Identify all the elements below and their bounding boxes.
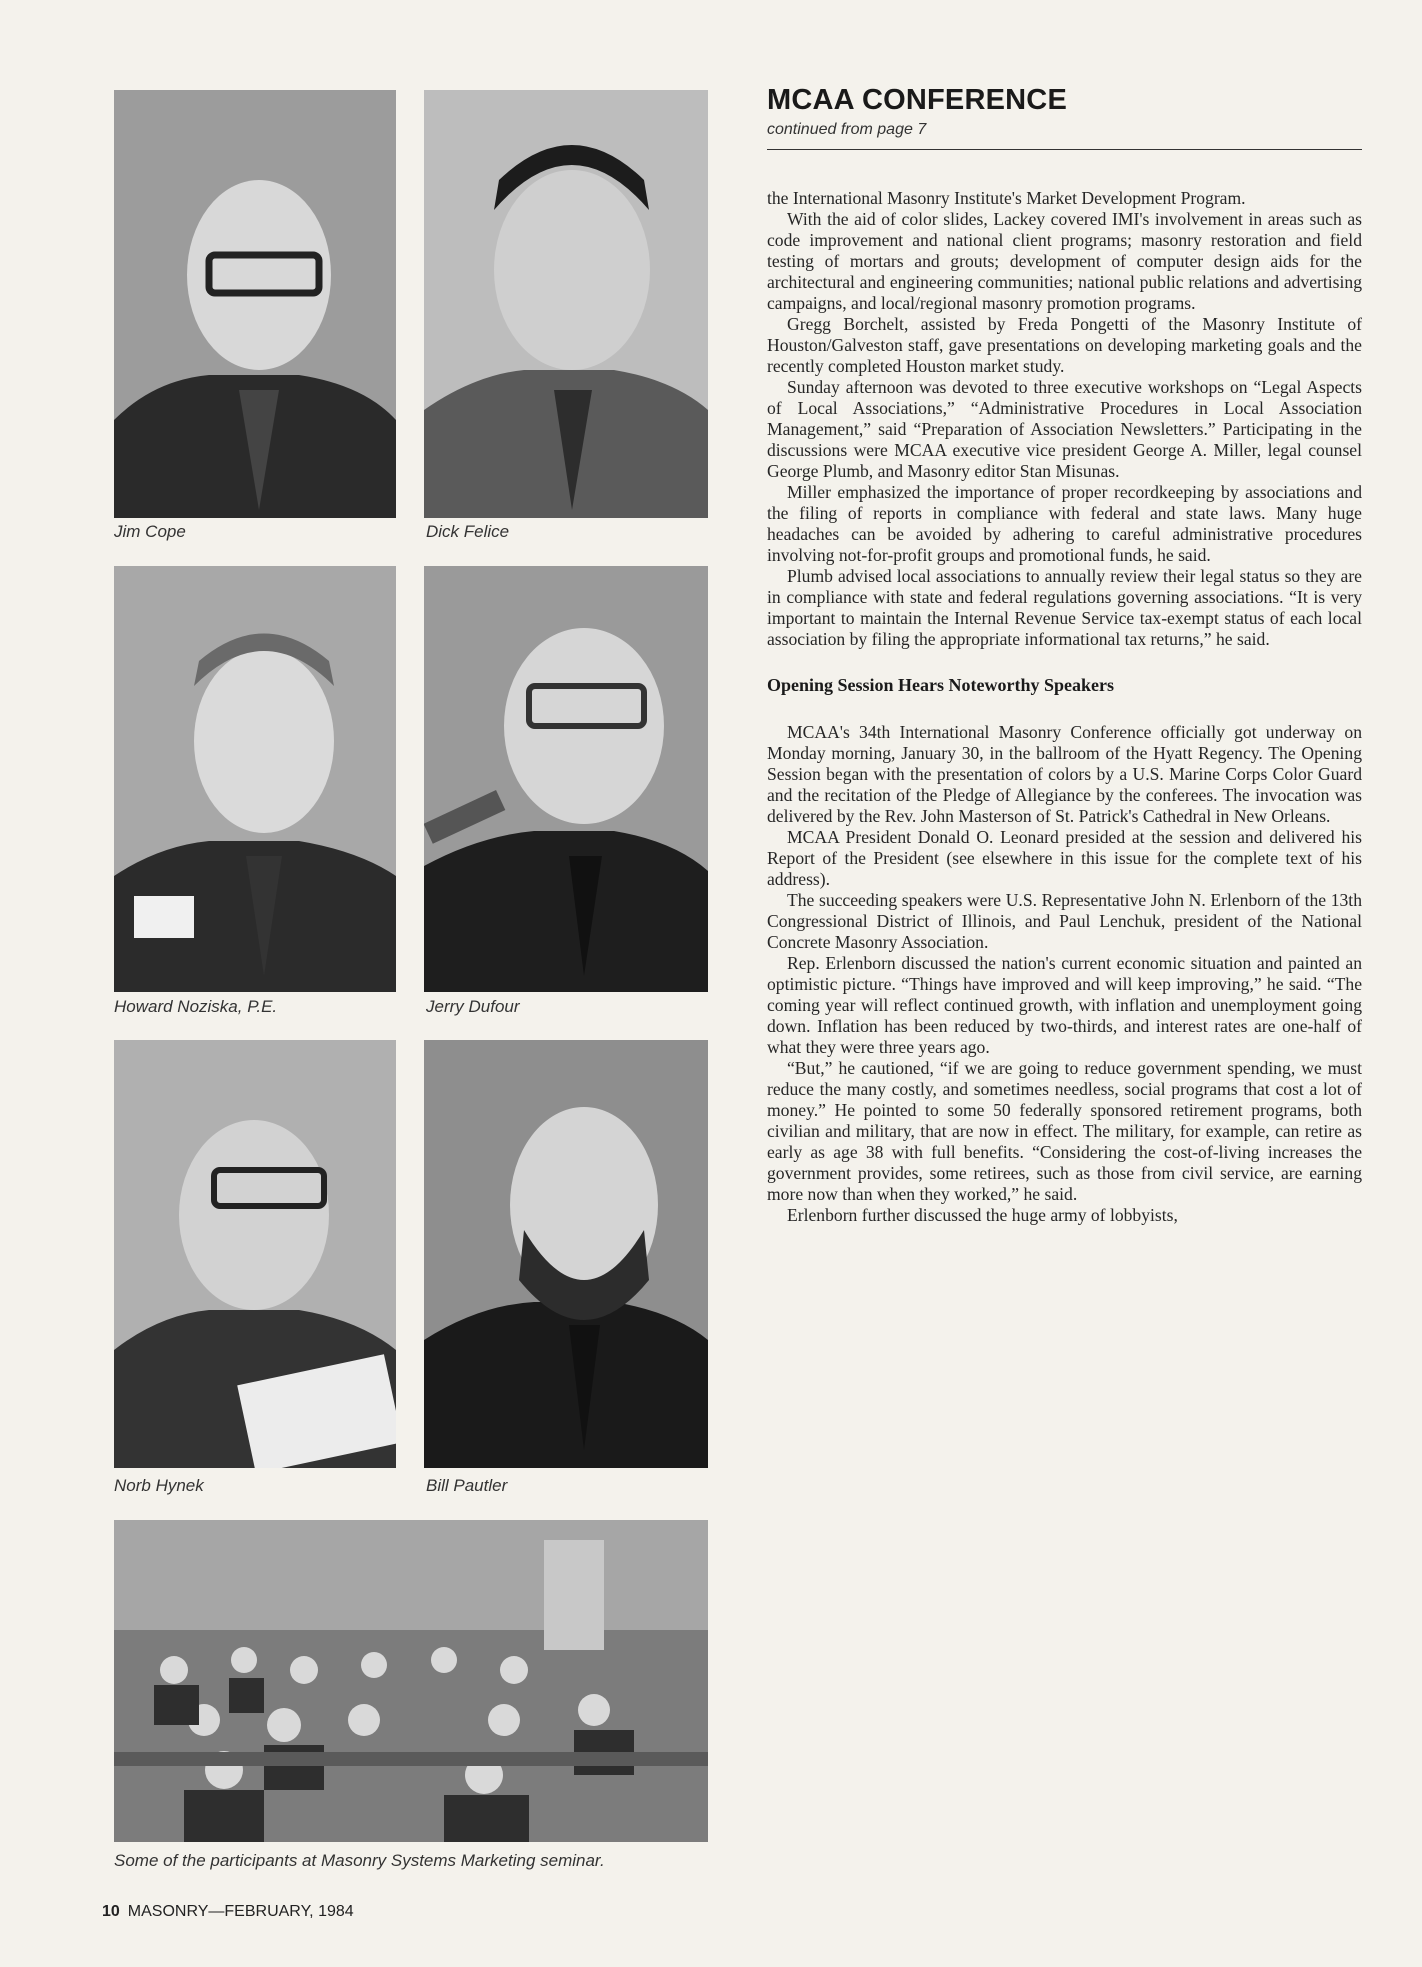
article-body (767, 188, 1362, 1226)
photo-caption: Howard Noziska, P.E. (114, 997, 278, 1016)
paragraph: With the aid of color slides, Lackey covered IMI's involvement in areas such as code improvement and national client programs; masonry restoration and field testing of mortars and grouts; development of computer design aids for the architectural and engineering communities; national public relations and advertising campaigns, and local/regional masonry promotion programs. (767, 209, 1362, 313)
paragraph: Erlenborn further discussed the huge army of lobbyists, (787, 1205, 1178, 1225)
article-header (767, 86, 1362, 150)
paragraph: Sunday afternoon was devoted to three executive workshops on “Legal Aspects of Local Associations,” “Administrative Procedures in Local Association Management,” said “Preparation of Association Newsletters.” Participating in the discussions were MCAA executive vice president George A. Miller, legal counsel George Plumb, and Masonry editor Stan Misunas. (767, 377, 1362, 481)
portrait-silhouette (114, 566, 396, 992)
photo-howard-noziska (114, 566, 396, 992)
paragraph: Rep. Erlenborn discussed the nation's current economic situation and painted an optimistic picture. “Things have improved and will keep improving,” he said. “The coming year will reflect continued growth, with inflation and unemployment going down. Inflation has been reduced by two-thirds, and interest rates are one-half of what they were three years ago. (767, 953, 1362, 1057)
continued-note: continued from page 7 (767, 121, 927, 138)
portrait-silhouette (424, 1040, 708, 1468)
paragraph: Miller emphasized the importance of proper recordkeeping by associations and the filing of reports in compliance with federal and state laws. Many huge headaches can be avoided by adhering to careful administrative procedures involving not-for-profit groups and promotional funds, he said. (767, 482, 1362, 565)
article-title: MCAA CONFERENCE (767, 84, 1067, 116)
photo-caption: Jerry Dufour (426, 997, 520, 1016)
page-footer (102, 1903, 354, 1921)
photo-bill-pautler (424, 1040, 708, 1468)
paragraph: Plumb advised local associations to annually review their legal status so they are in compliance with state and federal regulations governing associations. “It is very important to maintain the Internal Revenue Service tax-exempt status of each local association by filing the appropriate informational tax returns,” he said. (767, 566, 1362, 649)
photo-seminar-participants (114, 1520, 708, 1842)
photo-caption: Dick Felice (426, 522, 510, 541)
paragraph: MCAA President Donald O. Leonard presided at the session and delivered his Report of the President (see elsewhere in this issue for the complete text of his address). (767, 827, 1362, 889)
photo-caption: Norb Hynek (114, 1476, 204, 1495)
photo-jim-cope (114, 90, 396, 518)
photo-dick-felice (424, 90, 708, 518)
paragraph: Gregg Borchelt, assisted by Freda Pongetti of the Masonry Institute of Houston/Galveston staff, gave presentations on developing marketing goals and the recently completed Houston market study. (767, 314, 1362, 376)
page-number: 10 (102, 1903, 120, 1920)
photo-norb-hynek (114, 1040, 396, 1468)
photo-jerry-dufour (424, 566, 708, 992)
photo-caption: Bill Pautler (426, 1476, 508, 1495)
portrait-silhouette (424, 566, 708, 992)
paragraph: MCAA's 34th International Masonry Conference officially got underway on Monday morning, January 30, in the ballroom of the Hyatt Regency. The Opening Session began with the presentation of colors by a U.S. Marine Corps Color Guard and the recitation of the Pledge of Allegiance by the conferees. The invocation was delivered by the Rev. John Masterson of St. Patrick's Cathedral in New Orleans. (767, 722, 1362, 826)
paragraph: The succeeding speakers were U.S. Representative John N. Erlenborn of the 13th Congressional District of Illinois, and Paul Lenchuk, president of the National Concrete Masonry Association. (767, 890, 1362, 952)
photo-caption: Some of the participants at Masonry Systems Marketing seminar. (114, 1851, 605, 1870)
paragraph: “But,” he cautioned, “if we are going to reduce government spending, we must reduce the many costly, and sometimes needless, social programs that cost a lot of money.” He pointed to some 50 federally sponsored retirement programs, both civilian and military, that are now in effect. The military, for example, can retire as early as age 38 with full benefits. “Considering the cost-of-living increases the government provides, some retirees, such as those from civil service, are earning more now than when they worked,” he said. (767, 1058, 1362, 1204)
section-subheading: Opening Session Hears Noteworthy Speakers (767, 675, 1115, 695)
portrait-silhouette (114, 90, 396, 518)
seminar-room-illustration (114, 1520, 708, 1842)
publication-line: MASONRY—FEBRUARY, 1984 (127, 1903, 354, 1920)
paragraph: the International Masonry Institute's Market Development Program. (767, 188, 1246, 208)
photo-caption: Jim Cope (114, 522, 186, 541)
portrait-silhouette (114, 1040, 396, 1468)
portrait-silhouette (424, 90, 708, 518)
